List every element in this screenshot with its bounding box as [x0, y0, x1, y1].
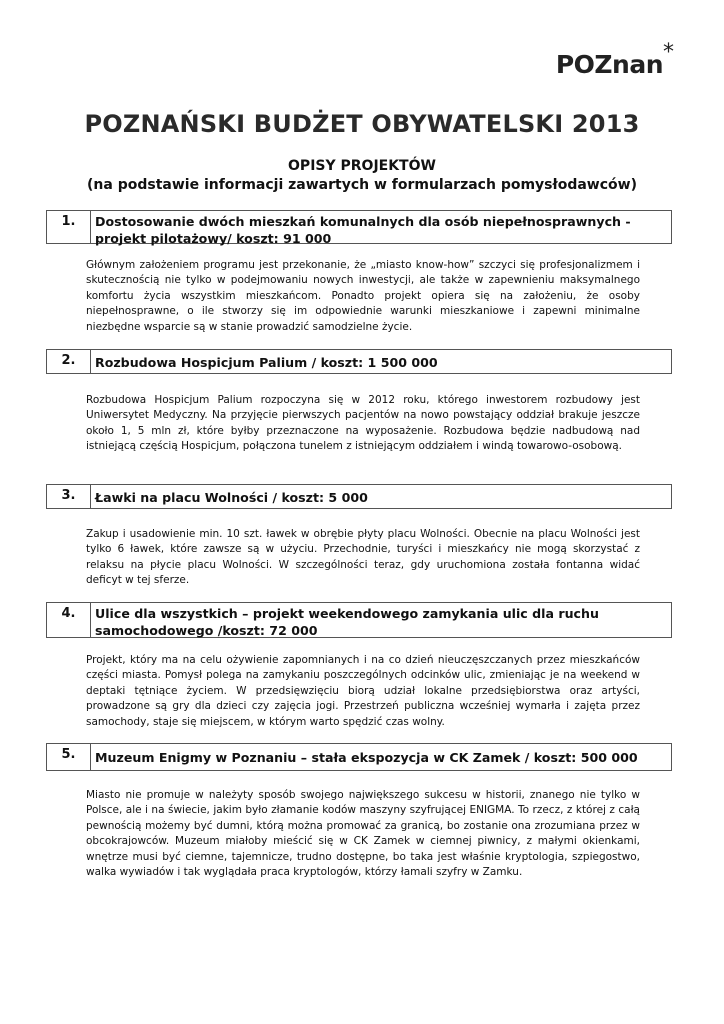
subtitle-block: [0, 157, 724, 195]
page-title: POZNAŃSKI BUDŻET OBYWATELSKI 2013: [84, 110, 640, 138]
project-description: Zakup i usadowienie min. 10 szt. ławek w obrębie płyty placu Wolności. Obecnie na placu Wolności jest tylko 6 ławek, które zawsze są w użyciu. Przechodnie, turyści i mieszkańcy nie mogą skorzystać z relaksu na płycie placu Wolności. W szczególności teraz, gdy uruchomiona została fontanna widać deficyt w tej sferze.: [86, 528, 640, 587]
project-title: Ławki na placu Wolności / koszt: 5 000: [95, 490, 368, 505]
project-header: [46, 349, 672, 374]
poznan-logo: [555, 40, 674, 80]
project-description: Rozbudowa Hospicjum Palium rozpoczyna się w 2012 roku, którego inwestorem rozbudowy jest Uniwersytet Medyczny. Na przyjęcie pierwszych pacjentów na nowo powstający oddział brakuje jeszcze około 1, 5 mln zł, które byłby przeznaczone na wyposażenie. Rozbudowa będzie nadbudową nad istniejącą częścią Hospicjum, połączona tunelem z istniejącym oddziałem i windą towarowo-osobową.: [86, 394, 640, 453]
project-title: Muzeum Enigmy w Poznaniu – stała ekspozycja w CK Zamek / koszt: 500 000: [95, 750, 638, 765]
project-header: [46, 602, 672, 638]
project-description: Głównym założeniem programu jest przekonanie, że „miasto know-how” szczyci się profesjonalizmem i skutecznością nie tylko w podejmowaniu nowych inwestycji, ale także w zapewnieniu maksymalnego komfortu życia wszystkim mieszkańcom. Ponadto projekt opiera się na założeniu, że osoby niepełnosprawne, o ile stworzy się im odpowiednie warunki mieszkaniowe i zapewni minimalne niezbędne wsparcie są w stanie prowadzić samodzielne życie.: [86, 259, 640, 333]
section-heading: OPISY PROJEKTÓW: [288, 158, 436, 174]
project-title: Ulice dla wszystkich – projekt weekendowego zamykania ulic dla ruchu samochodowego /koszt: 72 000: [95, 606, 599, 638]
logo-text: POZnan: [555, 50, 663, 79]
star-icon: *: [663, 40, 674, 65]
project-header: [46, 210, 672, 244]
project-number: 2.: [47, 350, 91, 373]
section-subheading: (na podstawie informacji zawartych w formularzach pomysłodawców): [87, 177, 637, 193]
project-title: Rozbudowa Hospicjum Palium / koszt: 1 500 000: [95, 355, 438, 370]
project-number: 4.: [47, 603, 91, 637]
project-number: 3.: [47, 485, 91, 508]
project-header: [46, 484, 672, 509]
project-header: [46, 743, 672, 771]
project-title: Dostosowanie dwóch mieszkań komunalnych dla osób niepełnosprawnych - projekt pilotażowy/ koszt: 91 000: [95, 214, 631, 246]
project-number: 1.: [47, 211, 91, 243]
project-number: 5.: [47, 744, 91, 770]
project-description: Miasto nie promuje w należyty sposób swojego największego sukcesu w historii, znanego nie tylko w Polsce, ale i na świecie, jakim było złamanie kodów maszyny szyfrującej ENIGMA. To rzecz, z której z całą pewnością możemy być dumni, którą można promować za granicą, bo zostanie ona zrozumiana przez w obcokrajowców. Muzeum miałoby mieścić się w CK Zamek w ciemnej piwnicy, z małymi okienkami, wnętrze musi być ciemne, tajemnicze, trudno dostępne, bo taka jest właśnie kryptologia, szpiegostwo, walka wywiadów i tak wyglądała praca kryptologów, którzy łamali szyfry w Zamku.: [86, 789, 640, 879]
project-description: Projekt, który ma na celu ożywienie zapomnianych i na co dzień nieuczęszczanych przez mieszkańców części miasta. Pomysł polega na zamykaniu poszczególnych odcinków ulic, zmieniając je na weekend w deptaki tętniące życiem. W przedsięwzięciu biorą udział lokalne przedsiębiorstwa oraz artyści, prowadzone są gry dla dzieci czy zajęcia jogi. Przestrzeń publiczna wcześniej wymarła i zajęta przez samochody, staje się miejscem, w którym warto spędzić czas wolny.: [86, 654, 640, 728]
